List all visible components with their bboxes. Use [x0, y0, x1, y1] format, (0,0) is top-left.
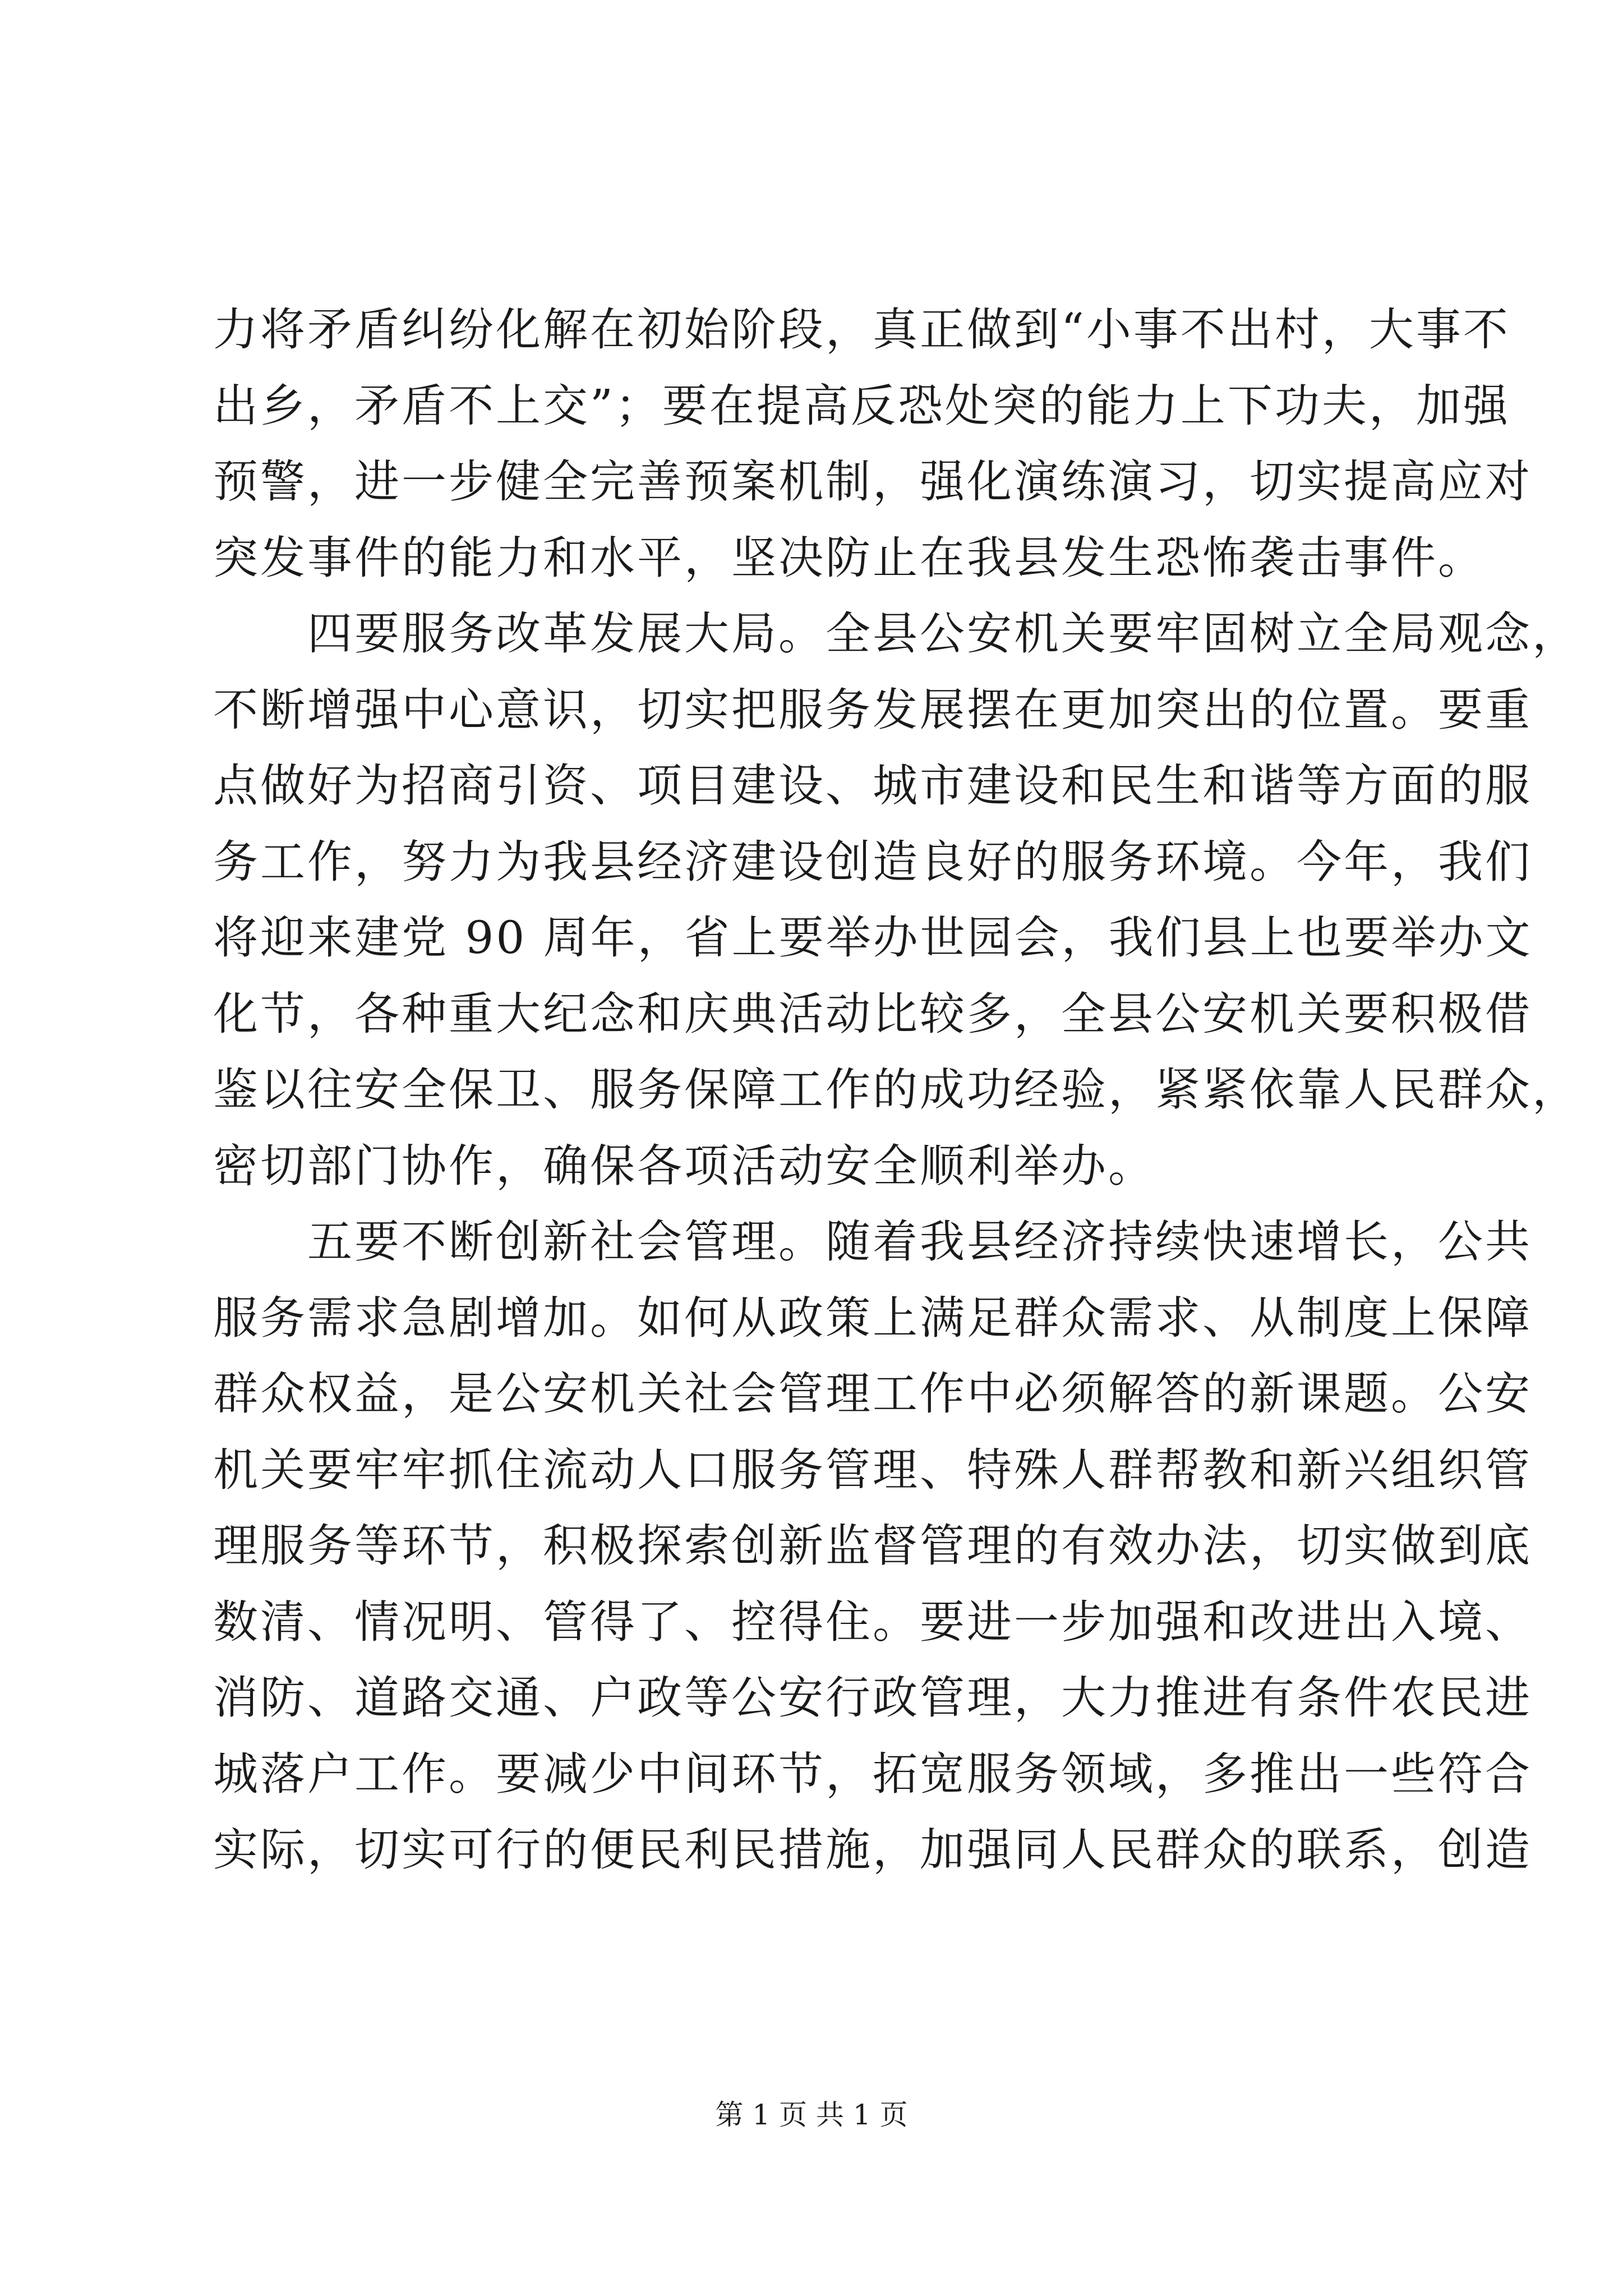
text-line: 四要服务改革发展大局。全县公安机关要牢固树立全局观念，	[213, 608, 1579, 660]
text-line: 实际，切实可行的便民利民措施，加强同人民群众的联系，创造	[213, 1824, 1532, 1876]
text-line: 务工作，努力为我县经济建设创造良好的服务环境。今年，我们	[213, 835, 1532, 888]
text-line: 突发事件的能力和水平，坚决防止在我县发生恐怖袭击事件。	[213, 531, 1485, 584]
text-line: 理服务等环节，积极探索创新监督管理的有效办法，切实做到底	[213, 1520, 1532, 1572]
text-line: 数清、情况明、管得了、控得住。要进一步加强和改进出入境、	[213, 1595, 1532, 1648]
text-line: 消防、道路交通、户政等公安行政管理，大力推进有条件农民进	[213, 1672, 1532, 1724]
text-line: 预警，进一步健全完善预案机制，强化演练演习，切实提高应对	[213, 455, 1532, 508]
text-line: 机关要牢牢抓住流动人口服务管理、特殊人群帮教和新兴组织管	[213, 1443, 1532, 1496]
text-line: 服务需求急剧增加。如何从政策上满足群众需求、从制度上保障	[213, 1291, 1532, 1344]
text-line: 不断增强中心意识，切实把服务发展摆在更加突出的位置。要重	[213, 683, 1532, 736]
text-line: 化节，各种重大纪念和庆典活动比较多，全县公安机关要积极借	[213, 987, 1532, 1040]
text-line: 群众权益，是公安机关社会管理工作中必须解答的新课题。公安	[213, 1368, 1532, 1420]
text-line: 力将矛盾纠纷化解在初始阶段，真正做到“小事不出村，大事不	[213, 303, 1510, 356]
text-line: 将迎来建党 90 周年，省上要举办世园会，我们县上也要举办文	[213, 912, 1533, 964]
text-line: 出乡，矛盾不上交”；要在提高反恐处突的能力上下功夫，加强	[213, 379, 1510, 432]
text-line: 鉴以往安全保卫、服务保障工作的成功经验，紧紧依靠人民群众，	[213, 1064, 1579, 1116]
text-line: 五要不断创新社会管理。随着我县经济持续快速增长，公共	[213, 1216, 1532, 1268]
text-line: 密切部门协作，确保各项活动安全顺利举办。	[213, 1139, 1155, 1192]
text-line: 城落户工作。要减少中间环节，拓宽服务领域，多推出一些符合	[213, 1747, 1532, 1800]
document-body	[213, 292, 1579, 1888]
page-footer: 第 1 页 共 1 页	[715, 2099, 908, 2131]
text-line: 点做好为招商引资、项目建设、城市建设和民生和谐等方面的服	[213, 760, 1532, 812]
